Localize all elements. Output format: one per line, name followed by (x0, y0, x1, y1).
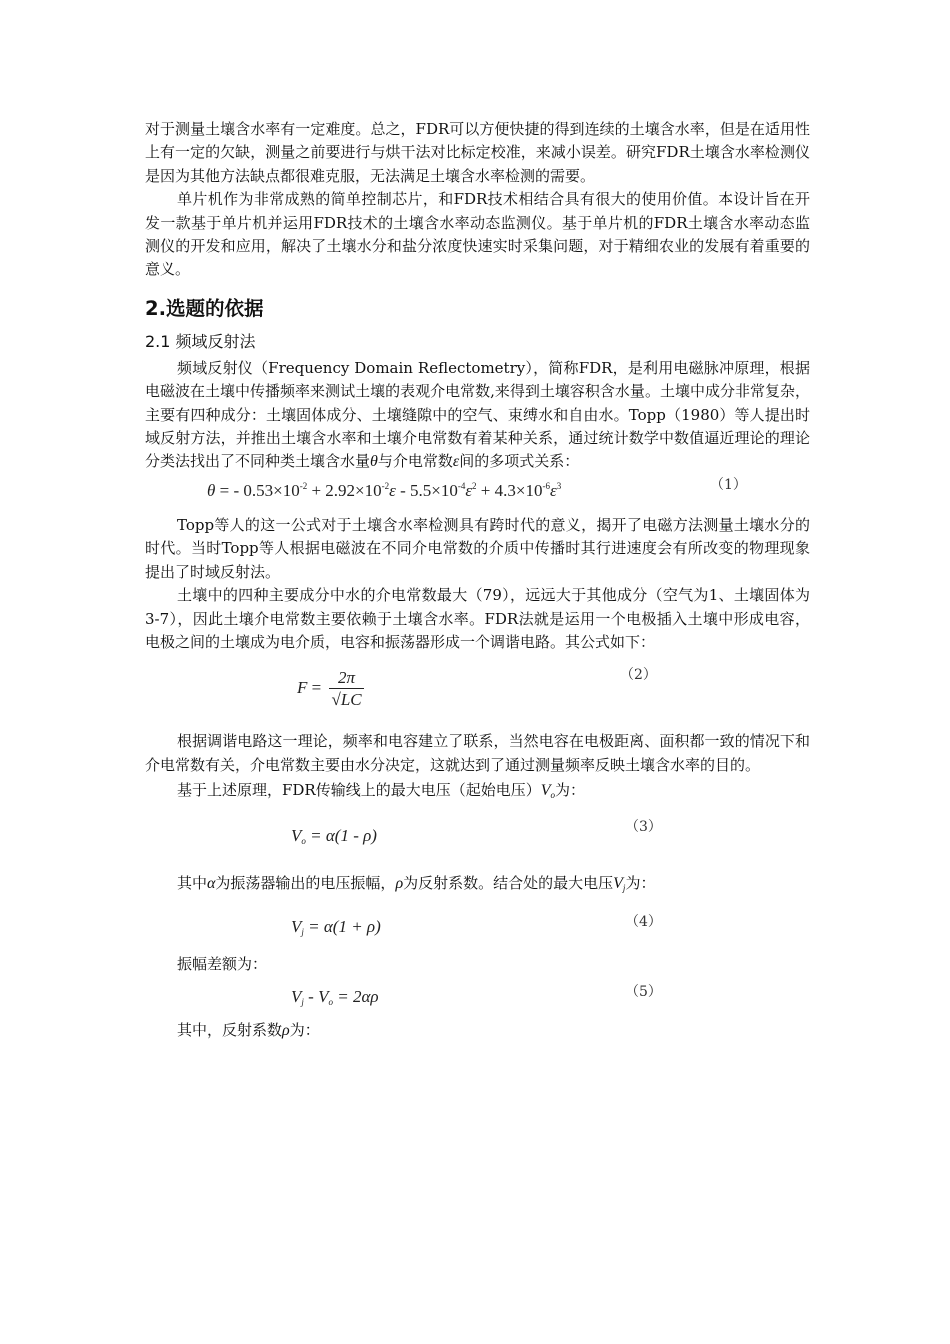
eq4-v: V (291, 917, 302, 937)
equation-1-formula (207, 481, 561, 501)
paragraph-amplitude-text-3: 为反射系数。结合处的最大电压 (403, 874, 614, 893)
eq1-eps-2: ε (465, 480, 473, 500)
equation-4 (145, 901, 810, 949)
equation-2-formula (297, 668, 364, 710)
eq1-eps-1: ε (389, 480, 396, 500)
section-heading: 2.选题的依据 (145, 296, 264, 320)
paragraph-max-voltage (145, 777, 810, 808)
paragraph-mcu-design: 单片机作为非常成熟的简单控制芯片，和FDR技术相结合具有很大的使用价值。本设计旨在开发一款基于单片机并运用FDR技术的土壤含水率动态监测仪。基于单片机的FDR土壤含水率动态监测仪的开发和应用，解决了土壤水分和盐分浓度快速实时采集问题，对于精细农业的发展有着重要的意义。 (145, 190, 810, 279)
paragraph-dielectric-constant: 土壤中的四种主要成分中水的介电常数最大（79），远远大于其他成分（空气为1、土壤固体为3-7），因此土壤介电常数主要依赖于土壤含水率。FDR法就是运用一个电极插入土壤中形成电容，电极之间的土壤成为电介质，电容和振荡器形成一个调谐电路。其公式如下： (145, 586, 810, 651)
paragraph-reflection-text-2: 为： (289, 1020, 320, 1039)
equation-1 (145, 474, 810, 514)
paragraph-max-voltage-text: 基于上述原理，FDR传输线上的最大电压（起始电压） (177, 781, 541, 800)
paragraph-fdr-principle (145, 357, 810, 474)
eq5-sub2: o (328, 996, 333, 1007)
paragraph-amplitude-difference: 振幅差额为： (177, 955, 268, 974)
eq1-term-4: + 4.3×10 (476, 480, 543, 500)
paragraph-amplitude-definition (145, 870, 810, 901)
eq1-term-2: + 2.92×10 (307, 480, 382, 500)
symbol-vj-v: V (613, 875, 623, 893)
equation-2 (145, 654, 810, 730)
eq3-v: V (291, 826, 302, 846)
eq1-theta: θ (207, 480, 216, 500)
equation-4-number: （4） (625, 914, 662, 931)
paragraph-fdr-summary: 对于测量土壤含水率有一定难度。总之，FDR可以方便快捷的得到连续的土壤含水率，但是在适用性上有一定的欠缺，测量之前要进行与烘干法对比标定校准，来减小误差。研究FDR土壤含水率检测仪是因为其他方法缺点都很难克服，无法满足土壤含水率检测的需要。 (145, 120, 810, 185)
document-page (145, 118, 810, 1042)
eq5-minus: - (303, 986, 319, 1006)
equation-2-number: （2） (620, 667, 657, 684)
paragraph-reflection-text: 其中，反射系数 (177, 1020, 283, 1039)
equation-3 (145, 808, 810, 858)
symbol-vo-sub: o (550, 790, 556, 801)
eq5-v2: V (318, 986, 329, 1006)
paragraph-amplitude-text-2: 为振荡器输出的电压振幅， (215, 874, 396, 893)
eq1-exp-3: -4 (457, 480, 466, 491)
symbol-vo (541, 782, 555, 799)
symbol-theta: θ (370, 453, 378, 471)
eq1-exp-1: -2 (299, 480, 308, 491)
paragraph-amplitude-text-1: 其中 (177, 874, 208, 893)
paragraph-reflection-coefficient (145, 1019, 810, 1042)
eq4-sub: j (301, 927, 304, 938)
symbol-rho: ρ (395, 875, 404, 893)
symbol-vj-sub: j (622, 883, 626, 894)
eq1-exp-2: -2 (381, 480, 390, 491)
paragraph-topp-significance: Topp等人的这一公式对于土壤含水率检测具有跨时代的意义，揭开了电磁方法测量土壤水分的时代。当时Topp等人根据电磁波在不同介电常数的介质中传播时其行进速度会有所改变的物理现象提出了时域反射法。 (145, 515, 810, 581)
paragraph-fdr-principle-text-2: 与介电常数 (377, 452, 453, 471)
equation-3-formula (291, 826, 377, 846)
eq2-numerator: 2π (338, 668, 356, 688)
eq2-lhs: F (297, 678, 308, 698)
eq2-denominator (329, 688, 363, 710)
paragraph-fdr-principle-text: 频域反射仪（Frequency Domain Reflectometry），简称FDR，是利用电磁脉冲原理，根据电磁波在土壤中传播频率来测试土壤的表观介电常数,来得到土壤容积含水量。土壤中成分非常复杂，主要有四种成分：土壤固体成分、土壤缝隙中的空气、束缚水和自由水。Topp（1980）等人提出时域反射方法，并推出土壤含水率和土壤介电常数有着某种关系，通过统计数学中数值逼近理论的理论分类法找出了不同种类土壤含水量 (145, 358, 810, 471)
eq1-term-1: = - 0.53×10 (215, 480, 300, 500)
eq1-exp-4: -6 (542, 480, 550, 491)
eq5-rhs: = 2αρ (332, 986, 379, 1006)
eq1-cube: 3 (556, 480, 562, 491)
eq1-square: 2 (472, 480, 477, 491)
symbol-rho-2: ρ (282, 1021, 290, 1039)
eq3-rhs: = α(1 - ρ) (305, 826, 377, 846)
eq1-eps-3: ε (549, 480, 557, 500)
symbol-alpha: α (207, 875, 216, 893)
paragraph-tuned-circuit: 根据调谐电路这一理论，频率和电容建立了联系，当然电容在电极距离、面积都一致的情况下和介电常数有关，介电常数主要由水分决定，这就达到了通过测量频率反映土壤含水率的目的。 (145, 732, 810, 774)
eq2-equals: = (307, 678, 326, 698)
equation-5 (145, 977, 810, 1019)
equation-5-formula (291, 987, 379, 1007)
paragraph-amplitude-text-4: 为： (625, 874, 656, 893)
symbol-epsilon: ε (452, 453, 460, 471)
paragraph-max-voltage-text-2: 为： (555, 781, 586, 800)
eq2-fraction (329, 668, 363, 710)
eq4-rhs: = α(1 + ρ) (303, 917, 381, 937)
equation-1-number: （1） (710, 476, 747, 493)
symbol-vj (613, 875, 625, 892)
equation-5-number: （5） (625, 983, 662, 1000)
eq2-sqrt-sign: √ (331, 690, 341, 710)
symbol-vo-v: V (540, 782, 551, 800)
eq5-v1: V (291, 986, 302, 1006)
paragraph-fdr-principle-text-3: 间的多项式关系： (459, 452, 580, 471)
equation-3-number: （3） (625, 819, 662, 836)
subsection-heading: 2.1 频域反射法 (145, 331, 256, 351)
eq1-term-3: - 5.5×10 (395, 480, 458, 500)
eq5-sub1: j (301, 996, 304, 1007)
equation-4-formula (291, 917, 381, 937)
eq3-sub: o (301, 836, 306, 847)
eq2-lc: LC (340, 690, 362, 710)
